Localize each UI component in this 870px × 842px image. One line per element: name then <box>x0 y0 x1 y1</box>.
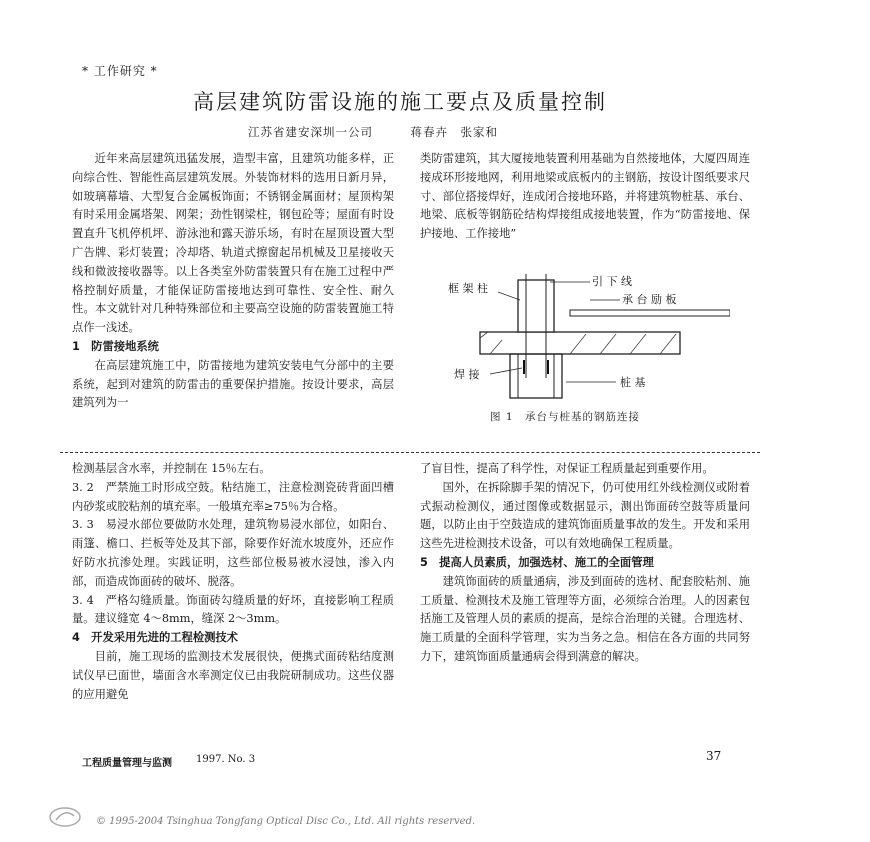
publisher-logo-icon <box>48 806 82 828</box>
body-paragraph: 目前，施工现场的监测技术发展很快，便携式面砖粘结度测试仪早已面世，墙面含水率测定仪已由我院研制成功。这些仪器的应用避免 <box>72 649 394 701</box>
figure-caption: 图 1 承台与桩基的钢筋连接 <box>490 411 641 423</box>
body-paragraph: 了盲目性，提高了科学性，对保证工程质量起到重要作用。 <box>420 462 714 475</box>
copyright-notice: © 1995-2004 Tsinghua Tongfang Optical Disc Co., Ltd. All rights reserved. <box>96 816 476 827</box>
pile-cap-slab-shape <box>480 332 680 354</box>
body-paragraph: 近年来高层建筑迅猛发展，造型丰富，且建筑功能多样，正向综合性、智能性高层建筑发展。外装饰材料的选用日新月异，如玻璃幕墙、大型复合金属板饰面；不锈钢金属面材；屋顶构架有时采用金属塔架、网架；劲性钢梁柱，钢包砼等；屋面有时设置直升飞机停机坪、游泳池和露天游乐场，有时在屋顶设置大型广告牌、彩灯装置；冷却塔、轨道式擦窗起吊机械及卫星接收天线和微波接收器等。以上各类室外防雷装置只有在施工过程中严格控制好质量，才能保证防雷接地达到可靠性、安全性、耐久性。本文就针对几种特殊部位和主要高空设施的防雷装置施工特点作一浅述。 <box>72 152 394 335</box>
section-heading: 1 防雷接地系统 <box>72 339 159 353</box>
label-down-lead: 引 下 线 <box>592 275 632 288</box>
section-heading: 5 提高人员素质，加强选材、施工的全面管理 <box>420 555 654 569</box>
slab-hatching <box>480 332 676 354</box>
right-column-bottom <box>420 460 750 667</box>
label-weld: 焊 接 <box>454 368 480 381</box>
body-paragraph: 国外，在拆除脚手架的情况下，仍可使用红外线检测仪或附着式振动检测仪，通过图像或数据显示，测出饰面砖空鼓等质量问题，以防止由于空鼓造成的建筑饰面质量事故的发生。开发和采用这些先进检测技术设备，可以有效地确保工程质量。 <box>420 480 750 551</box>
frame-column-shape <box>518 280 554 332</box>
body-paragraph: 3. 4 严格勾缝质量。饰面砖勾缝质量的好坏，直接影响工程质量。建议缝宽 4～8mm，缝深 2～3mm。 <box>72 593 394 626</box>
author-affiliation: 江苏省建安深圳一公司 蒋春卉 张家和 <box>248 125 498 139</box>
body-paragraph: 3. 3 易浸水部位要做防水处理，建筑物易浸水部位，如阳台、雨篷、檐口、拦板等处及其下部，除要作好流水坡度外，还应作好防水抗渗处理。实践证明，这些部位极易被水浸蚀，渗入内部，而造成饰面砖的破坏、脱落。 <box>72 518 394 588</box>
body-paragraph: 3. 2 严禁施工时形成空鼓。粘结施工，注意检测瓷砖背面凹槽内砂浆或胶粘剂的填充率。一般填充率≥75％为合格。 <box>72 480 394 513</box>
left-column-top <box>72 150 394 413</box>
body-paragraph: 检测基层含水率，并控制在 15％左右。 <box>72 462 271 475</box>
leader-frame-column <box>498 292 520 300</box>
label-pile-cap-slab: 承 台 励 板 <box>622 293 677 306</box>
body-paragraph: 在高层建筑施工中，防雷接地为建筑安装电气分部中的主要系统，起到对建筑的防雷击的重要保护措施。按设计要求，高层建筑列为一 <box>72 358 394 410</box>
section-heading: 4 开发采用先进的工程检测技术 <box>72 631 239 645</box>
body-paragraph: 类防雷建筑，其大厦接地装置利用基础为自然接地体，大厦四周连接成环形接地网，利用地梁或底板内的主钢筋，按设计图纸要求尺寸、部位搭接焊好，连成闭合接地环路，并将建筑物桩基、承台、地梁、底板等钢筋砼结构焊接组成接地装置，作为“防雷接地、保护接地、工作接地” <box>420 152 750 241</box>
label-pile-base: 桩 基 <box>620 376 646 389</box>
right-column-top <box>420 150 750 244</box>
article-title: 高层建筑防雷设施的施工要点及质量控制 <box>193 90 607 114</box>
body-paragraph: 建筑饰面砖的质量通病，涉及到面砖的选材、配套胶粘剂、施工质量、检测技术及施工管理等方面，必须综合治理。人的因素包括施工及管理人员的素质的提高，是综合治理的关键。合理选材、施工质量的全面科学管理，实为当务之急。相信在各方面的共同努力下，建筑饰面质量通病会得到满意的解决。 <box>420 574 750 663</box>
page-break-divider <box>60 452 760 453</box>
section-tag: * 工作研究 * <box>82 64 158 78</box>
slab-top-band <box>570 310 730 316</box>
page-number: 37 <box>706 749 722 763</box>
journal-issue: 1997. No. 3 <box>196 754 256 765</box>
figure-pile-cap-diagram <box>440 270 730 400</box>
leader-weld <box>490 368 522 374</box>
label-frame-column: 框 架 柱 <box>448 282 488 295</box>
journal-name: 工程质量管理与监测 <box>82 758 172 769</box>
left-column-bottom <box>72 460 394 704</box>
weld-marks <box>524 360 548 374</box>
